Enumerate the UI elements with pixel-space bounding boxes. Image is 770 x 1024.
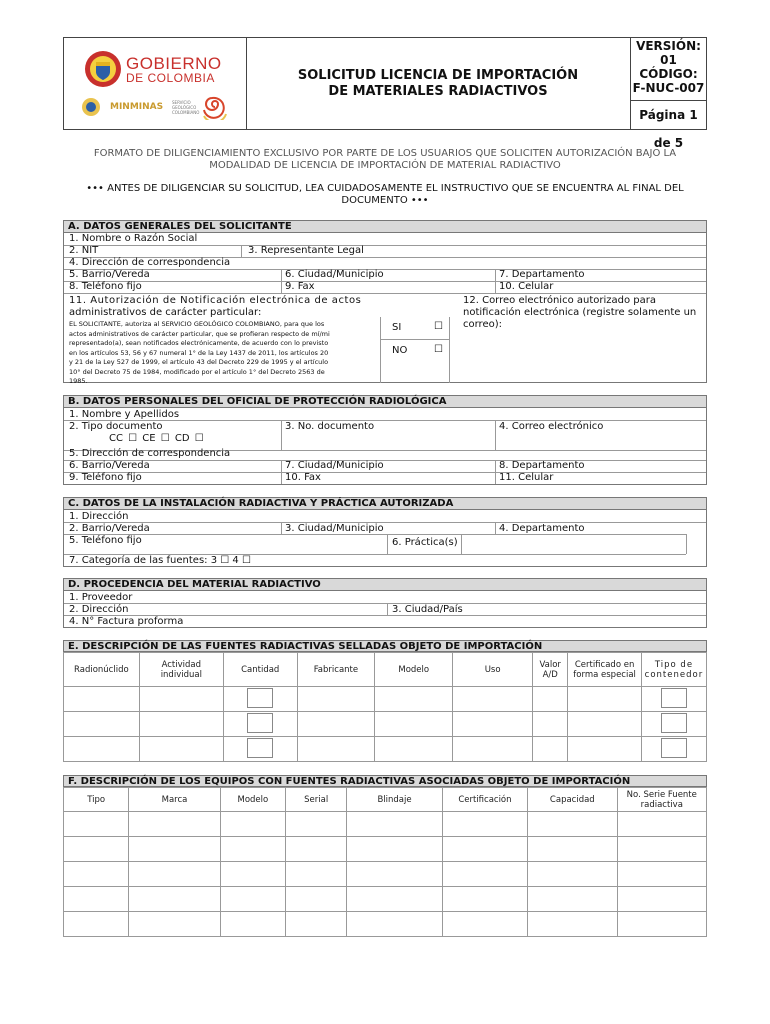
field-a6-label: 6. Ciudad/Municipio — [285, 269, 384, 280]
field-a11-label-1: 11. Autorización de Notificación electrónica de actos — [69, 295, 362, 306]
field-a9-label: 9. Fax — [285, 281, 315, 292]
intro-note — [63, 148, 707, 172]
cell[interactable] — [617, 912, 706, 937]
cell[interactable] — [528, 912, 617, 937]
cell[interactable] — [347, 837, 442, 862]
cell[interactable] — [453, 737, 533, 762]
table-row — [64, 887, 707, 912]
cell[interactable] — [220, 837, 285, 862]
page-number: Página 1 de 5 — [639, 108, 698, 150]
input-box[interactable] — [247, 713, 273, 733]
table-row — [64, 812, 707, 837]
cell[interactable] — [139, 737, 223, 762]
cell[interactable] — [297, 737, 375, 762]
cell[interactable] — [64, 737, 140, 762]
input-box[interactable] — [661, 713, 687, 733]
table-row — [64, 837, 707, 862]
cell[interactable] — [347, 862, 442, 887]
intro-line-1: FORMATO DE DILIGENCIAMIENTO EXCLUSIVO POR PARTE DE LOS USUARIOS QUE SOLICITEN AUTORIZACIÓN BAJO LA — [93, 148, 677, 159]
cell[interactable] — [220, 912, 285, 937]
field-a8-label: 8. Teléfono fijo — [69, 281, 142, 292]
cell[interactable] — [129, 837, 220, 862]
cell[interactable] — [139, 712, 223, 737]
cell[interactable] — [220, 812, 285, 837]
legal-line: y 21 de la Ley 527 de 1999, el artículo 43 del Decreto 229 de 1995 y el artículo — [69, 358, 329, 366]
field-a12-label-3: correo): — [463, 319, 502, 330]
cell — [223, 737, 297, 762]
cell[interactable] — [129, 862, 220, 887]
cell[interactable] — [617, 812, 706, 837]
field-b5-label: 5. Dirección de correspondencia — [69, 448, 231, 459]
field-b9-label: 9. Teléfono fijo — [69, 472, 142, 483]
col-source-serial: No. Serie Fuente radiactiva — [617, 788, 706, 812]
legal-line: en los artículos 53, 56 y 67 numeral 1° de la Ley 1437 de 2011, los artículos 20 — [69, 348, 329, 357]
cell[interactable] — [375, 687, 453, 712]
legal-line: 1985. — [69, 377, 88, 385]
sgc-spiral-icon — [200, 94, 230, 120]
col-brand: Marca — [129, 788, 220, 812]
option-no-checkbox[interactable]: ☐ — [434, 344, 443, 355]
cell[interactable] — [617, 837, 706, 862]
col-serial: Serial — [286, 788, 347, 812]
section-e — [63, 640, 707, 680]
cell[interactable] — [64, 712, 140, 737]
section-b-title: B. DATOS PERSONALES DEL OFICIAL DE PROTECCIÓN RADIOLÓGICA — [64, 396, 706, 408]
cell[interactable] — [533, 712, 568, 737]
field-b8-label: 8. Departamento — [499, 460, 585, 471]
col-shielding: Blindaje — [347, 788, 442, 812]
field-a7-label: 7. Departamento — [499, 269, 585, 280]
cell[interactable] — [286, 862, 347, 887]
cell[interactable] — [286, 837, 347, 862]
title-line-1: SOLICITUD LICENCIA DE IMPORTACIÓN — [297, 67, 579, 83]
field-a2-label: 2. NIT — [69, 245, 99, 256]
col-activity: Actividad individual — [139, 653, 223, 687]
cell[interactable] — [528, 812, 617, 837]
field-c6-label: 6. Práctica(s) — [392, 537, 458, 548]
field-a12-label-1: 12. Correo electrónico autorizado para — [463, 295, 657, 306]
field-a5-label: 5. Barrio/Vereda — [69, 269, 150, 280]
cell[interactable] — [347, 812, 442, 837]
field-b11-label: 11. Celular — [499, 472, 554, 483]
cell[interactable] — [64, 912, 129, 937]
col-value-ad: Valor A/D — [533, 653, 568, 687]
table-header-row — [64, 653, 707, 687]
cell[interactable] — [129, 812, 220, 837]
field-b2-label: 2. Tipo documento — [69, 421, 163, 432]
table-row — [64, 712, 707, 737]
field-a1-label: 1. Nombre o Razón Social — [69, 233, 198, 244]
cell[interactable] — [617, 887, 706, 912]
col-manufacturer: Fabricante — [297, 653, 375, 687]
field-d1-label: 1. Proveedor — [69, 592, 133, 603]
cell[interactable] — [568, 712, 642, 737]
cell[interactable] — [375, 737, 453, 762]
cell[interactable] — [297, 712, 375, 737]
minminas-seal-icon — [80, 96, 102, 118]
intro-line-2: MODALIDAD DE LICENCIA DE IMPORTACIÓN DE MATERIAL RADIACTIVO — [209, 160, 561, 171]
legal-line: 10° del Decreto 75 de 1984, modificado por el artículo 1° del Decreto 2563 de — [69, 367, 325, 376]
cell[interactable] — [375, 712, 453, 737]
cell[interactable] — [528, 837, 617, 862]
warning-line-2: DOCUMENTO ••• — [341, 195, 429, 206]
field-b1-label: 1. Nombre y Apellidos — [69, 409, 180, 420]
cell[interactable] — [453, 687, 533, 712]
input-box[interactable] — [661, 688, 687, 708]
field-b10-label: 10. Fax — [285, 472, 321, 483]
field-a12-label-2: notificación electrónica (registre solamente un — [463, 307, 697, 318]
cell[interactable] — [528, 862, 617, 887]
field-d2-label: 2. Dirección — [69, 604, 129, 615]
cell[interactable] — [533, 737, 568, 762]
cell — [223, 687, 297, 712]
option-si-checkbox[interactable]: ☐ — [434, 321, 443, 332]
table-row — [64, 687, 707, 712]
field-b3-label: 3. No. documento — [285, 421, 375, 432]
cell[interactable] — [64, 862, 129, 887]
field-a4-label: 4. Dirección de correspondencia — [69, 257, 231, 268]
logo-text-sgc: SERVICIO GEOLÓGICO COLOMBIANO — [172, 100, 200, 115]
field-d4-label: 4. N° Factura proforma — [69, 616, 184, 627]
table-row — [64, 912, 707, 937]
cell[interactable] — [64, 812, 129, 837]
cell[interactable] — [568, 737, 642, 762]
field-c5-label: 5. Teléfono fijo — [69, 535, 142, 546]
cell[interactable] — [528, 887, 617, 912]
option-no-label: NO — [392, 345, 408, 356]
section-c-title: C. DATOS DE LA INSTALACIÓN RADIACTIVA Y PRÁCTICA AUTORIZADA — [64, 498, 706, 510]
legal-line: actos administrativos de carácter particular, que se profieran respecto de mí/mi — [69, 329, 330, 338]
legal-text — [69, 320, 330, 387]
option-si-label: SI — [392, 322, 402, 333]
cell[interactable] — [139, 687, 223, 712]
doc-type-options[interactable]: CC ☐ CE ☐ CD ☐ — [109, 433, 204, 444]
cell[interactable] — [286, 812, 347, 837]
field-c3-label: 3. Ciudad/Municipio — [285, 523, 384, 534]
table-header-row — [64, 788, 707, 812]
field-b4-label: 4. Correo electrónico — [499, 421, 604, 432]
col-container-type: Tipo de contenedor — [641, 653, 706, 687]
section-a — [63, 220, 707, 383]
warning-line-1: ••• ANTES DE DILIGENCIAR SU SOLICITUD, LEA CUIDADOSAMENTE EL INSTRUCTIVO QUE SE ENCUENTRA AL FINAL DEL — [86, 183, 684, 194]
equipment-table — [63, 787, 707, 937]
version-value: 01 — [660, 53, 677, 67]
field-a11-label-2: administrativos de carácter particular: — [69, 307, 262, 318]
section-b — [63, 395, 707, 485]
col-certification: Certificación — [442, 788, 527, 812]
section-c — [63, 497, 707, 567]
cell[interactable] — [286, 912, 347, 937]
field-c4-label: 4. Departamento — [499, 523, 585, 534]
section-f-title: F. DESCRIPCIÓN DE LOS EQUIPOS CON FUENTES RADIACTIVAS ASOCIADAS OBJETO DE IMPORTACIÓN — [63, 775, 707, 787]
col-model: Modelo — [375, 653, 453, 687]
cell[interactable] — [220, 862, 285, 887]
logo-text-minminas: MINMINAS — [110, 102, 164, 112]
col-type: Tipo — [64, 788, 129, 812]
cell — [641, 737, 706, 762]
col-quantity: Cantidad — [223, 653, 297, 687]
cell[interactable] — [220, 887, 285, 912]
cell[interactable] — [286, 887, 347, 912]
field-c2-label: 2. Barrio/Vereda — [69, 523, 150, 534]
cell[interactable] — [453, 712, 533, 737]
cell[interactable] — [347, 912, 442, 937]
col-model: Modelo — [220, 788, 285, 812]
coat-of-arms-icon — [84, 48, 122, 90]
cell[interactable] — [64, 837, 129, 862]
table-row — [64, 737, 707, 762]
cell[interactable] — [442, 912, 527, 937]
col-special-form-cert: Certificado en forma especial — [568, 653, 642, 687]
field-b6-label: 6. Barrio/Vereda — [69, 460, 150, 471]
section-d — [63, 578, 707, 628]
field-a10-label: 10. Celular — [499, 281, 554, 292]
legal-line: EL SOLICITANTE, autoriza al SERVICIO GEOLÓGICO COLOMBIANO, para que los — [69, 320, 325, 328]
field-c1-label: 1. Dirección — [69, 511, 129, 522]
cell — [641, 712, 706, 737]
field-b7-label: 7. Ciudad/Municipio — [285, 460, 384, 471]
section-f — [63, 775, 707, 810]
col-capacity: Capacidad — [528, 788, 617, 812]
field-c7-source-category[interactable]: 7. Categoría de las fuentes: 3 ☐ 4 ☐ — [69, 555, 251, 566]
col-use: Uso — [453, 653, 533, 687]
cell[interactable] — [617, 862, 706, 887]
cell[interactable] — [297, 687, 375, 712]
title-line-2: DE MATERIALES RADIACTIVOS — [328, 83, 548, 99]
input-box[interactable] — [661, 738, 687, 758]
cell[interactable] — [129, 887, 220, 912]
code-value: F-NUC-007 — [632, 81, 705, 95]
sources-table — [63, 652, 707, 762]
version-block — [630, 38, 707, 101]
field-d3-label: 3. Ciudad/País — [392, 604, 463, 615]
logo-block — [64, 38, 247, 129]
logo-text-colombia: DE COLOMBIA — [126, 71, 215, 85]
cell — [223, 712, 297, 737]
cell[interactable] — [347, 887, 442, 912]
code-label: CÓDIGO: — [639, 67, 698, 81]
cell[interactable] — [442, 887, 527, 912]
document-title — [246, 38, 631, 129]
cell[interactable] — [442, 837, 527, 862]
legal-line: representado(a), sean notificados electrónicamente, de acuerdo con lo previsto — [69, 339, 329, 347]
section-d-title: D. PROCEDENCIA DEL MATERIAL RADIACTIVO — [64, 579, 706, 591]
input-box[interactable] — [247, 738, 273, 758]
table-row — [64, 862, 707, 887]
cell[interactable] — [442, 812, 527, 837]
cell[interactable] — [568, 687, 642, 712]
section-a-title: A. DATOS GENERALES DEL SOLICITANTE — [64, 221, 706, 233]
warning-note — [63, 183, 707, 207]
logo-text-gobierno: GOBIERNO — [126, 54, 222, 73]
version-label: VERSIÓN: — [636, 39, 701, 53]
section-e-title: E. DESCRIPCIÓN DE LAS FUENTES RADIACTIVAS SELLADAS OBJETO DE IMPORTACIÓN — [63, 640, 707, 652]
cell — [641, 687, 706, 712]
cell[interactable] — [533, 687, 568, 712]
col-radionuclide: Radionúclido — [64, 653, 140, 687]
cell[interactable] — [64, 687, 140, 712]
field-a3-label: 3. Representante Legal — [248, 245, 364, 256]
cell[interactable] — [64, 887, 129, 912]
cell[interactable] — [442, 862, 527, 887]
cell[interactable] — [129, 912, 220, 937]
document-header — [63, 37, 707, 150]
input-box[interactable] — [247, 688, 273, 708]
